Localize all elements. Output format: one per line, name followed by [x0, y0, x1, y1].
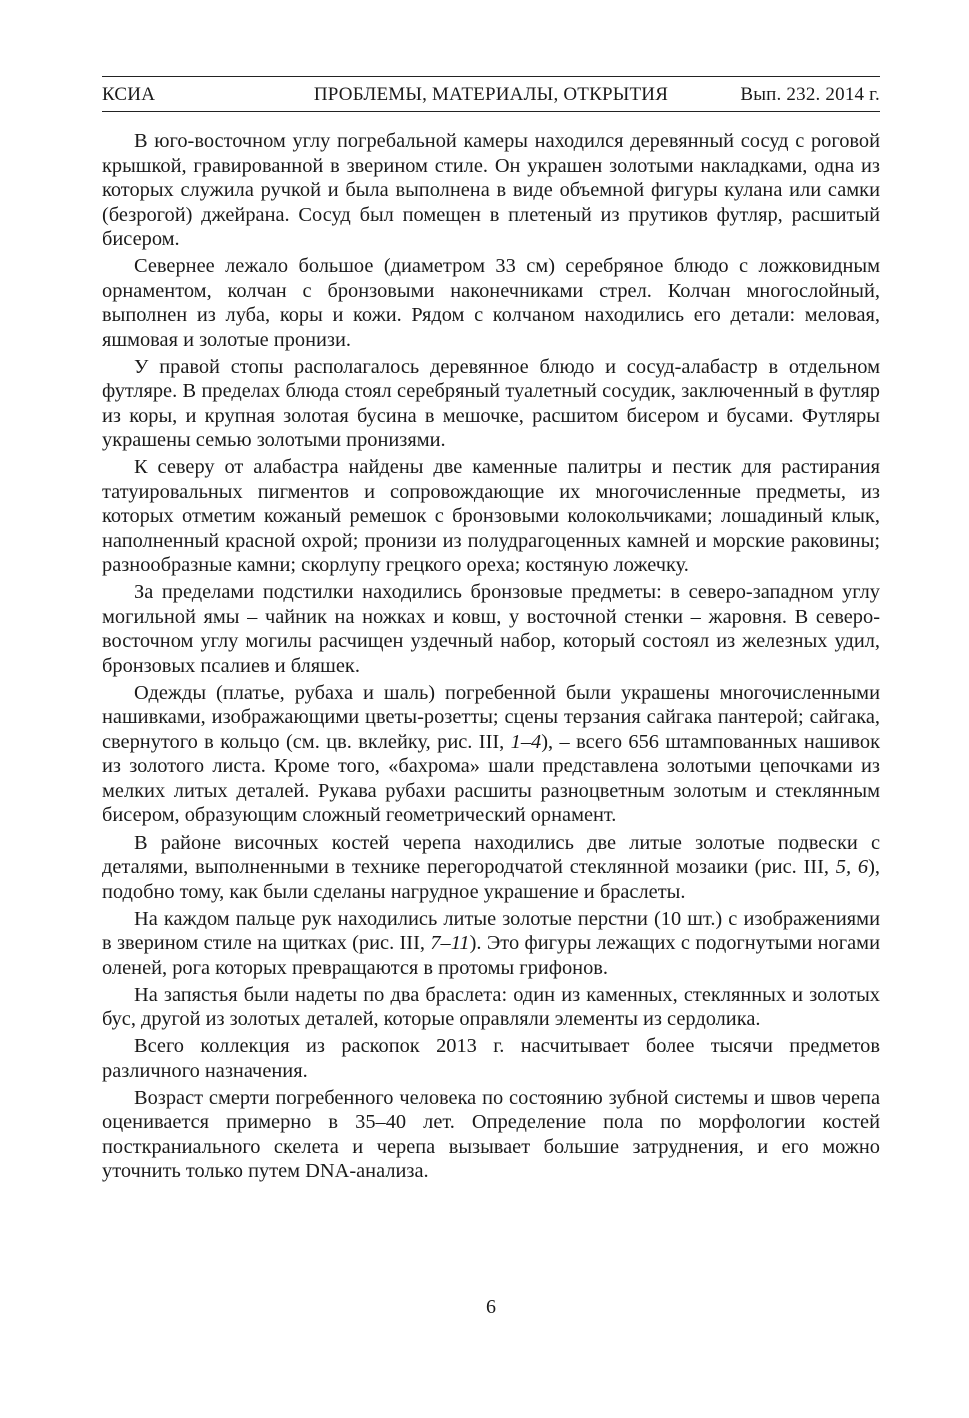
- paragraph-7-text-a: В районе височных костей черепа находились две литые золотые подвески с деталями, выполненными в технике перегородчатой стеклянной мозаики (рис. III,: [102, 831, 880, 879]
- paragraph-11: Возраст смерти погребенного человека по состоянию зубной системы и швов черепа оценивается примерно в 35–40 лет. Определение пола по морфологии костей посткраниального скелета и черепа вызывает большие затруднения, и его можно уточнить только путем DNA-анализа.: [102, 1086, 880, 1183]
- journal-abbreviation: КСИА: [102, 84, 156, 105]
- paragraph-10: Всего коллекция из раскопок 2013 г. насчитывает более тысячи предметов различного назначения.: [102, 1035, 880, 1082]
- paragraph-8-text-b: ). Это фигуры лежащих с подогнутыми ногами оленей, рога которых превращаются в протомы грифонов.: [102, 932, 880, 979]
- figure-reference: 7–11: [430, 932, 470, 955]
- figure-reference: 1–4: [510, 730, 542, 753]
- paragraph-2: Севернее лежало большое (диаметром 33 см) серебряное блюдо с ложковидным орнаментом, колчан с бронзовыми наконечниками стрел. Колчан многослойный, выполнен из луба, коры и кожи. Рядом с колчаном находились его детали: меловая, яшмовая и золотые пронизи.: [102, 255, 880, 351]
- issue-info: Вып. 232. 2014 г.: [740, 84, 880, 105]
- paragraph-3: У правой стопы располагалось деревянное блюдо и сосуд-алабастр в отдельном футляре. В пределах блюда стоял серебряный туалетный сосудик, заключенный в футляр из коры, и крупная золотая бусина в мешочке, расшитом бисером и бусами. Футляры украшены семью золотыми пронизями.: [102, 355, 880, 452]
- section-title: ПРОБЛЕМЫ, МАТЕРИАЛЫ, ОТКРЫТИЯ: [313, 84, 669, 105]
- paragraph-6-text-b: ), – всего 656 штампованных нашивок из золотого листа. Кроме того, «бахрома» шали представлена золотыми цепочками из мелких литых деталей. Рукава рубахи расшиты разноцветным золотым и стеклянным бисером, образующим сложный геометрический орнамент.: [102, 730, 880, 827]
- article-body: [102, 129, 880, 1187]
- paragraph-6: [102, 681, 880, 828]
- paragraph-8: [102, 907, 880, 981]
- page-number: 6: [486, 1296, 496, 1318]
- paragraph-6-text-a: Одежды (платье, рубаха и шаль) погребенной были украшены многочисленными нашивками, изображающими цветы-розетты; сцены терзания сайгака пантерой; сайгака, свернутого в кольцо (см. цв. вклейку, рис. III,: [102, 681, 880, 753]
- paragraph-9: На запястья были надеты по два браслета: один из каменных, стеклянных и золотых бус, другой из золотых деталей, которые оправляли элементы из сердолика.: [102, 983, 880, 1031]
- paragraph-8-text-a: На каждом пальце рук находились литые золотые перстни (10 шт.) с изображениями в зверином стиле на щитках (рис. III,: [102, 907, 880, 955]
- paragraph-5: За пределами подстилки находились бронзовые предметы: в северо-западном углу могильной ямы – чайник на ножках и ковш, у восточной стенки – жаровня. В северо-восточном углу могилы расчищен уздечный набор, который состоял из железных удил, бронзовых псалиев и бляшек.: [102, 581, 880, 677]
- paragraph-7: [102, 831, 880, 905]
- paragraph-1: В юго-восточном углу погребальной камеры находился деревянный сосуд с роговой крышкой, гравированной в зверином стиле. Он украшен золотыми накладками, одна из которых служила ручкой и была выполнена в виде объемной фигуры кулана или самки (безрогой) джейрана. Сосуд был помещен в плетеный из прутиков футляр, расшитый бисером.: [102, 130, 880, 250]
- paragraph-4: К северу от алабастра найдены две каменные палитры и пестик для растирания татуировальных пигментов и сопровождающие их многочисленные предметы, из которых отметим кожаный ремешок с бронзовыми колокольчиками; лошадиный клык, наполненный красной охрой; пронизи из полудрагоценных камней и морские раковины; разнообразные камни; скорлупу грецкого ореха; костяную ложечку.: [102, 456, 880, 577]
- figure-reference: 5, 6: [835, 856, 869, 879]
- running-header: [102, 76, 880, 112]
- paragraph-7-text-b: ), подобно тому, как были сделаны нагрудное украшение и браслеты.: [102, 856, 880, 903]
